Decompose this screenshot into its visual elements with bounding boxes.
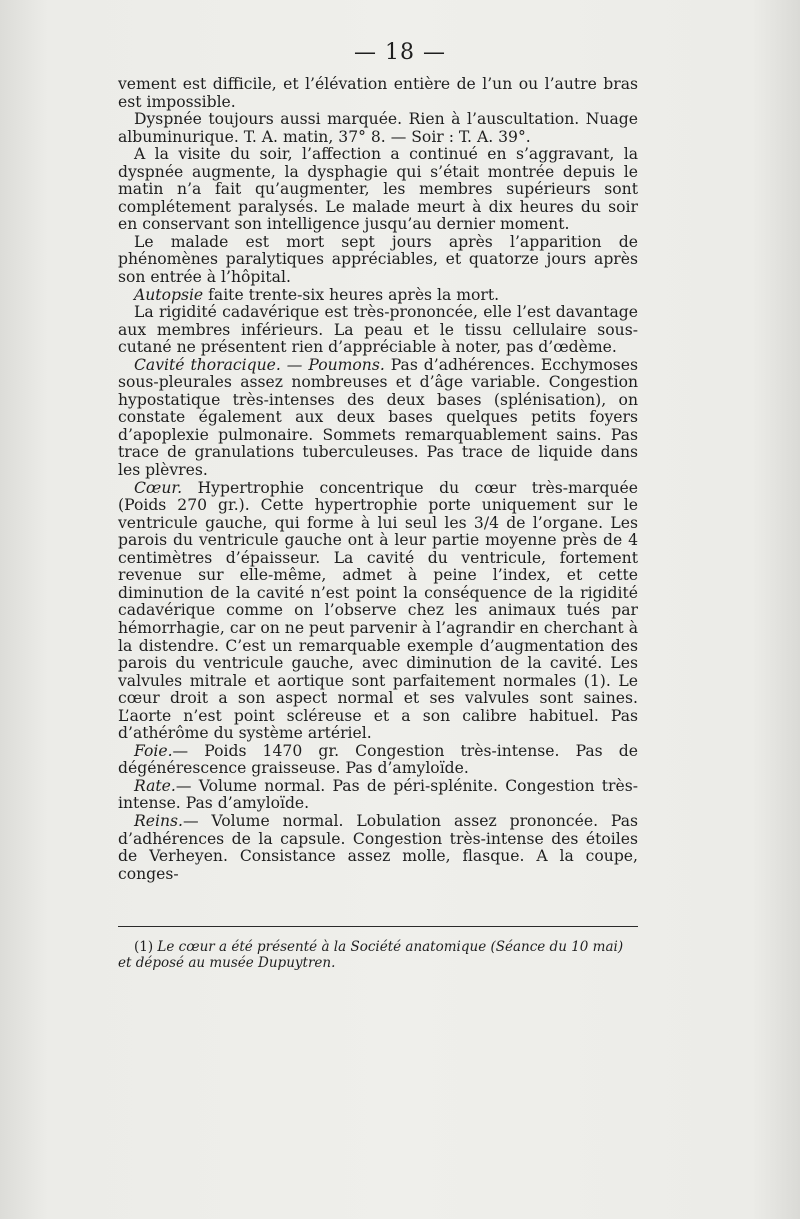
paragraph xyxy=(118,778,638,813)
paragraph xyxy=(118,111,638,146)
paragraph-text: — Volume normal. Lobulation assez prononcée. Pas d’adhérences de la capsule. Congestion très-intense des étoiles de Verheyen. Consistance assez molle, flasque. A la coupe, conges- xyxy=(118,811,638,883)
footnote xyxy=(118,939,638,971)
paragraph xyxy=(118,480,638,743)
paragraph-text: Le malade est mort sept jours après l’apparition de phénomènes paralytiques appréciables, et quatorze jours après son entrée à l’hôpital. xyxy=(118,232,638,287)
paragraph-text: faite trente-six heures après la mort. xyxy=(203,285,500,304)
body-text xyxy=(118,76,638,883)
section-heading: Reins. xyxy=(134,811,183,830)
paragraph-text: Hypertrophie concentrique du cœur très-marquée (Poids 270 gr.). Cette hypertrophie porte uniquement sur le ventricule gauche, qui forme à lui seul les 3/4 de l’organe. Les parois du ventricule gauche ont à leur partie moyenne près de 4 centimètres d’épaisseur. La cavité du ventricule, fortement revenue sur elle-même, admet à peine l’index, et cette diminution de la cavité n’est point la conséquence de la rigidité cadavérique comme on l’observe chez les animaux tués par hémorrhagie, car on ne peut parvenir à l’agrandir en cherchant à la distendre. C’est un remarquable exemple d’augmentation des parois du ventricule gauche, avec diminution de la cavité. Les valvules mitrale et aortique sont parfaitement normales (1). Le cœur droit a son aspect normal et ses valvules sont saines. L’aorte n’est point scléreuse et a son calibre habituel. Pas d’athérôme du système artériel. xyxy=(118,478,638,743)
paragraph xyxy=(118,813,638,883)
paragraph xyxy=(118,287,638,305)
paragraph xyxy=(118,76,638,111)
paragraph-text: A la visite du soir, l’affection a continué en s’aggravant, la dyspnée augmente, la dysphagie qui s’était montrée depuis le matin n’a fait qu’augmenter, les membres supérieurs sont complétement paralysés. Le malade meurt à dix heures du soir en conservant son intelligence jusqu’au dernier moment. xyxy=(118,145,638,234)
paragraph xyxy=(118,743,638,778)
section-heading: Foie. xyxy=(134,741,173,760)
section-heading: Cœur. xyxy=(134,478,183,497)
paragraph-text: — Volume normal. Pas de péri-splénite. Congestion très-intense. Pas d’amyloïde. xyxy=(118,776,638,813)
paragraph-text: — Poids 1470 gr. Congestion très-intense. Pas de dégénérescence graisseuse. Pas d’amyloïde. xyxy=(118,741,638,778)
section-heading: Rate. xyxy=(134,776,176,795)
footnote-divider xyxy=(118,926,638,927)
section-heading: Autopsie xyxy=(134,285,204,304)
section-heading: Cavité thoracique. — Poumons. xyxy=(134,355,385,374)
footnote-mark: (1) xyxy=(134,939,154,955)
paragraph-text: Dyspnée toujours aussi marquée. Rien à l’auscultation. Nuage albuminurique. T. A. matin, 37° 8. — Soir : T. A. 39°. xyxy=(118,110,638,146)
paragraph-text: La rigidité cadavérique est très-prononcée, elle l’est davantage aux membres inférieurs. La peau et le tissu cellulaire sous-cutané ne présentent rien d’appréciable à noter, pas d’œdème. xyxy=(118,303,638,357)
paragraph xyxy=(118,146,638,234)
paragraph xyxy=(118,357,638,480)
paragraph xyxy=(118,234,638,287)
footnote-text: Le cœur a été présenté à la Société anatomique (Séance du 10 mai) et déposé au musée Dupuytren. xyxy=(118,939,624,971)
paragraph-text: vement est difficile, et l’élévation entière de l’un ou l’autre bras est impossible. xyxy=(118,75,638,111)
page-number: — 18 — xyxy=(354,40,446,65)
paragraph-text: Pas d’adhérences. Ecchymoses sous-pleurales assez nombreuses et d’âge variable. Congestion hypostatique très-intenses des deux bases (splénisation), on constate également aux deux bases quelques petits foyers d’apoplexie pulmonaire. Sommets remarquablement sains. Pas trace de granulations tuberculeuses. Pas trace de liquide dans les plèvres. xyxy=(118,355,638,480)
paragraph xyxy=(118,304,638,357)
